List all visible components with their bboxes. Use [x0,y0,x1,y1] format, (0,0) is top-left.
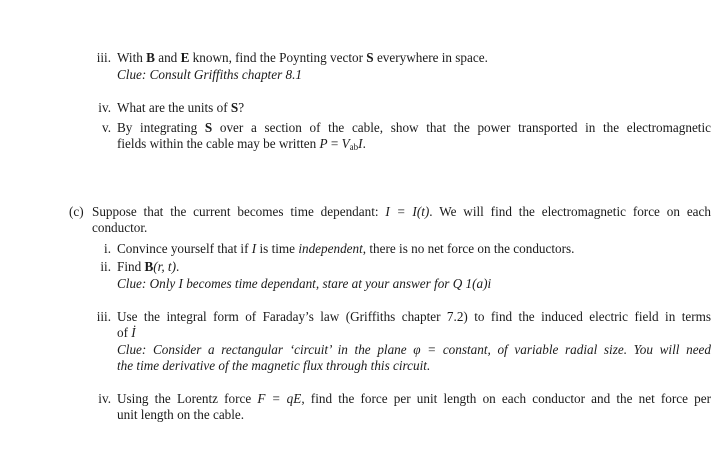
item-number: iii. [96,309,111,324]
item-number: iii. [96,50,111,65]
question-text: By integrating S over a section of the cable, show that the power transported in the electromagnetic [117,120,711,135]
clue-text: Clue: Consult Griffiths chapter 8.1 [117,67,302,82]
question-text: unit length on the cable. [117,407,245,422]
item-number: v. [101,120,111,135]
question-text: What are the units of S? [117,100,245,115]
question-text: fields within the cable may be written $P = V_{ab}I$. [117,136,366,152]
question-text: Convince yourself that if I is time independent, there is no net force on the conductors. [117,241,575,256]
item-number: iv. [98,100,111,115]
item-number: iv. [98,391,111,406]
question-text: of İ [117,325,136,340]
question-text: conductor. [92,220,148,235]
clue-text: Clue: Only I becomes time dependant, stare at your answer for Q 1(a)i [117,276,492,291]
question-text: Suppose that the current becomes time dependant: I = I(t). We will find the electromagnetic force on each [92,204,711,219]
question-text: Using the Lorentz force F = qE, find the force per unit length on each conductor and the net force per [117,391,712,406]
question-text: Use the integral form of Faraday’s law (Griffiths chapter 7.2) to find the induced electric field in terms [117,309,711,324]
part-label: (c) [69,204,84,219]
item-number: i. [104,241,111,256]
question-text: With B and E known, find the Poynting vector S everywhere in space. [117,50,488,65]
clue-text: Clue: Consider a rectangular ‘circuit’ in the plane φ = constant, of variable radial size. You will need [117,342,711,357]
item-number: ii. [100,259,111,274]
clue-text: the time derivative of the magnetic flux through this circuit. [117,358,431,373]
question-text: Find B(r, t). [117,259,180,274]
